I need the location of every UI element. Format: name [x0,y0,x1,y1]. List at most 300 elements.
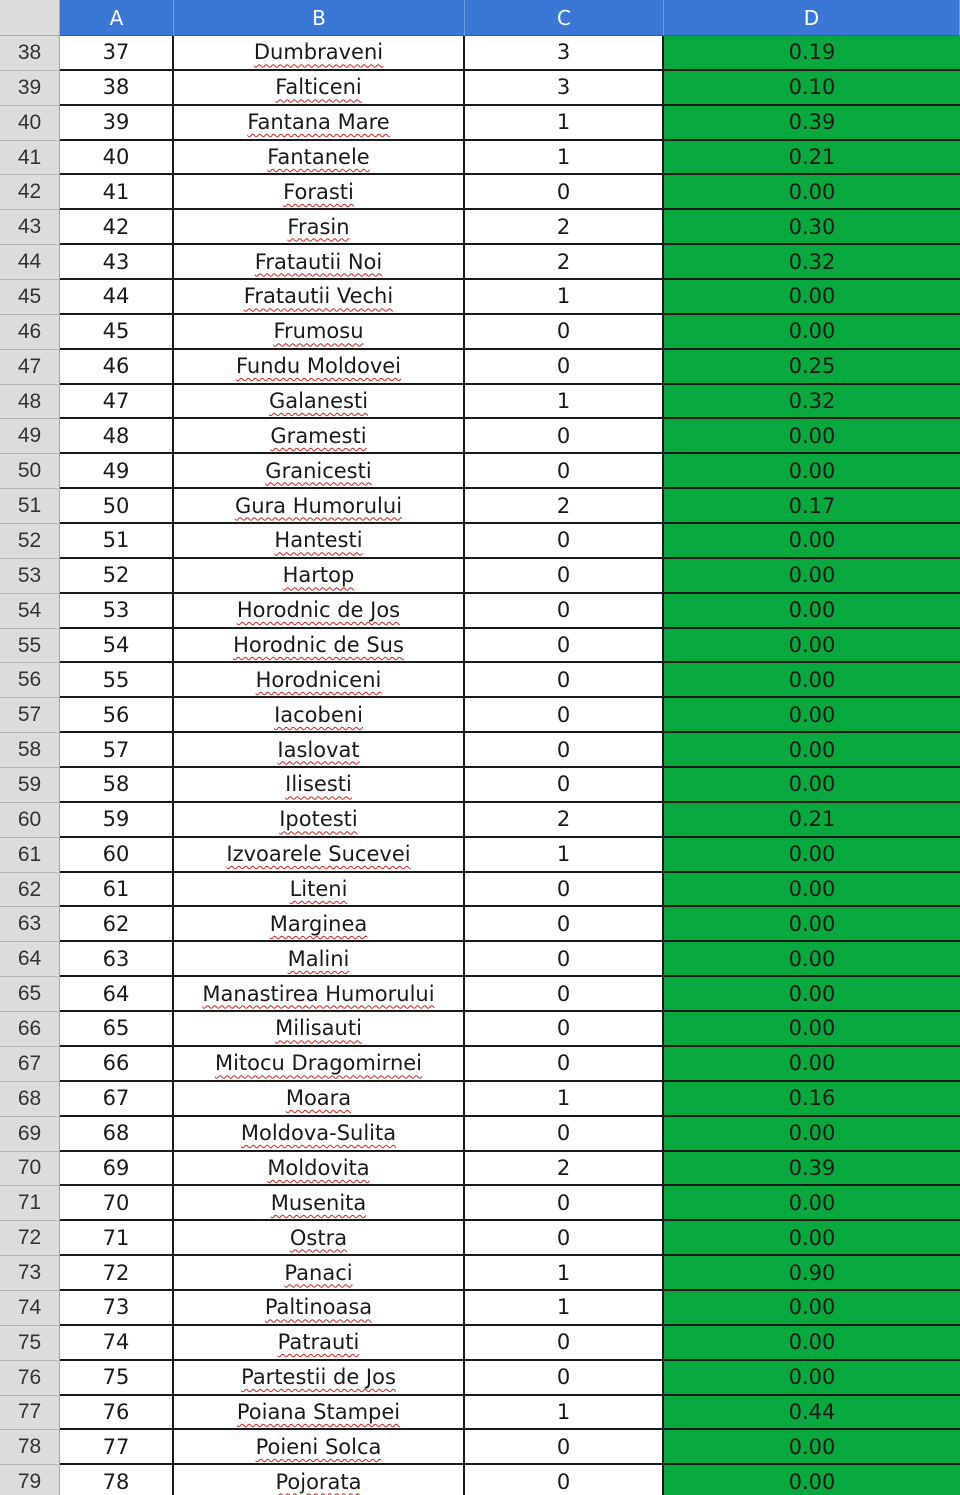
cell-a[interactable]: 77 [60,1430,174,1465]
table-row [0,594,960,629]
cell-c[interactable]: 1 [465,385,664,420]
row-header[interactable]: 73 [0,1256,60,1291]
cell-text: Marginea [269,911,368,936]
cell-text: Poiana Stampei [236,1399,401,1424]
cell-b[interactable] [174,559,465,594]
cell-b[interactable] [174,1047,465,1082]
table-row [0,350,960,385]
table-row [0,1221,960,1256]
column-header-row [0,0,960,36]
cell-text: Poieni Solca [255,1434,382,1459]
cell-b[interactable] [174,489,465,524]
cell-c[interactable]: 0 [465,454,664,489]
cell-a[interactable]: 74 [60,1326,174,1361]
cell-text: Fratautii Noi [254,249,383,274]
cell-c[interactable]: 0 [465,559,664,594]
row-header[interactable]: 41 [0,141,60,176]
row-header[interactable]: 59 [0,768,60,803]
cell-d[interactable]: 0.00 [664,1291,960,1326]
table-row [0,977,960,1012]
cell-d[interactable]: 0.00 [664,280,960,315]
table-row [0,36,960,71]
cell-text: Forasti [283,179,354,204]
cell-c[interactable]: 0 [465,873,664,908]
cell-c[interactable]: 0 [465,1117,664,1152]
cell-a[interactable]: 66 [60,1047,174,1082]
cell-a[interactable]: 37 [60,36,174,71]
cell-c[interactable]: 0 [465,419,664,454]
row-header[interactable]: 51 [0,489,60,524]
cell-b[interactable] [174,1430,465,1465]
cell-b[interactable] [174,385,465,420]
cell-b[interactable] [174,873,465,908]
cell-d[interactable]: 0.00 [664,419,960,454]
cell-b[interactable] [174,210,465,245]
cell-d[interactable]: 0.00 [664,559,960,594]
cell-b[interactable] [174,36,465,71]
cell-a[interactable]: 59 [60,803,174,838]
cell-c[interactable]: 1 [465,838,664,873]
column-header-a[interactable]: A [60,0,174,36]
row-header[interactable]: 38 [0,36,60,71]
row-header[interactable]: 65 [0,977,60,1012]
row-header[interactable]: 77 [0,1396,60,1431]
cell-b[interactable] [174,942,465,977]
cell-a[interactable]: 56 [60,698,174,733]
cell-d[interactable]: 0.00 [664,942,960,977]
table-row [0,1361,960,1396]
cell-a[interactable]: 75 [60,1361,174,1396]
cell-c[interactable]: 1 [465,1256,664,1291]
cell-b[interactable] [174,698,465,733]
cell-d[interactable]: 0.21 [664,141,960,176]
cell-a[interactable]: 39 [60,106,174,141]
cell-b[interactable] [174,454,465,489]
cell-a[interactable]: 70 [60,1186,174,1221]
cell-text: Horodnic de Jos [236,598,401,623]
cell-text: Falticeni [275,75,362,100]
cell-a[interactable]: 54 [60,629,174,664]
cell-c[interactable]: 2 [465,245,664,280]
cell-c[interactable]: 0 [465,907,664,942]
cell-c[interactable]: 0 [465,1221,664,1256]
cell-d[interactable]: 0.90 [664,1256,960,1291]
cell-b[interactable] [174,663,465,698]
row-header[interactable]: 39 [0,71,60,106]
cell-b[interactable] [174,594,465,629]
table-row [0,385,960,420]
row-header[interactable]: 71 [0,1186,60,1221]
cell-text: Ilisesti [285,772,352,797]
row-header[interactable]: 60 [0,803,60,838]
row-header[interactable]: 54 [0,594,60,629]
cell-text: Iacobeni [274,702,363,727]
cell-d[interactable]: 0.32 [664,385,960,420]
cell-a[interactable]: 55 [60,663,174,698]
cell-b[interactable] [174,71,465,106]
cell-d[interactable]: 0.21 [664,803,960,838]
cell-d[interactable]: 0.32 [664,245,960,280]
row-header[interactable]: 49 [0,419,60,454]
cell-text: Frumosu [273,319,364,344]
cell-text: Moldova-Sulita [240,1121,397,1146]
cell-d[interactable]: 0.00 [664,907,960,942]
cell-b[interactable] [174,1186,465,1221]
table-row [0,559,960,594]
cell-d[interactable]: 0.00 [664,1186,960,1221]
cell-a[interactable]: 68 [60,1117,174,1152]
table-row [0,1396,960,1431]
cell-b[interactable] [174,1221,465,1256]
row-header[interactable]: 58 [0,733,60,768]
row-header[interactable]: 43 [0,210,60,245]
cell-text: Iaslovat [277,737,360,762]
cell-b[interactable] [174,175,465,210]
cell-b[interactable] [174,803,465,838]
cell-d[interactable]: 0.39 [664,1152,960,1187]
table-row [0,1082,960,1117]
row-header[interactable]: 48 [0,385,60,420]
column-header-b[interactable]: B [174,0,465,36]
cell-text: Fantanele [267,145,370,169]
cell-d[interactable]: 0.00 [664,1047,960,1082]
cell-a[interactable]: 42 [60,210,174,245]
cell-a[interactable]: 67 [60,1082,174,1117]
cell-d[interactable]: 0.00 [664,1361,960,1396]
cell-text: Moara [285,1086,352,1111]
cell-a[interactable]: 38 [60,71,174,106]
cell-d[interactable]: 0.10 [664,71,960,106]
cell-d[interactable]: 0.00 [664,454,960,489]
cell-b[interactable] [174,1082,465,1117]
table-row [0,1326,960,1361]
cell-b[interactable] [174,350,465,385]
cell-a[interactable]: 63 [60,942,174,977]
table-row [0,698,960,733]
table-row [0,175,960,210]
row-header[interactable]: 53 [0,559,60,594]
cell-a[interactable]: 44 [60,280,174,315]
cell-d[interactable]: 0.00 [664,1221,960,1256]
row-header[interactable]: 50 [0,454,60,489]
row-header[interactable]: 64 [0,942,60,977]
cell-d[interactable]: 0.00 [664,663,960,698]
cell-text: Hantesti [274,528,363,553]
cell-text: Izvoarele Sucevei [226,842,411,867]
table-row [0,873,960,908]
cell-text: Manastirea Humorului [202,981,435,1006]
cell-a[interactable]: 72 [60,1256,174,1291]
table-row [0,629,960,664]
cell-a[interactable]: 46 [60,350,174,385]
cell-c[interactable]: 0 [465,1465,664,1495]
cell-text: Panaci [284,1260,353,1285]
cell-text: Milisauti [275,1016,362,1041]
cell-c[interactable]: 0 [465,1186,664,1221]
cell-a[interactable]: 52 [60,559,174,594]
cell-c[interactable]: 2 [465,1152,664,1187]
cell-a[interactable]: 47 [60,385,174,420]
cell-d[interactable]: 0.00 [664,1465,960,1495]
table-row [0,1012,960,1047]
table-row [0,141,960,176]
cell-c[interactable]: 3 [465,71,664,106]
cell-b[interactable] [174,280,465,315]
cell-c[interactable]: 0 [465,175,664,210]
table-row [0,1117,960,1152]
cell-d[interactable]: 0.00 [664,1012,960,1047]
cell-b[interactable] [174,1256,465,1291]
cell-a[interactable]: 65 [60,1012,174,1047]
cell-d[interactable]: 0.00 [664,733,960,768]
cell-b[interactable] [174,141,465,176]
cell-d[interactable]: 0.00 [664,1430,960,1465]
cell-a[interactable]: 64 [60,977,174,1012]
cell-c[interactable]: 0 [465,524,664,559]
cell-text: Hartop [282,563,355,588]
cell-c[interactable]: 1 [465,106,664,141]
table-row [0,942,960,977]
table-row [0,1256,960,1291]
cell-d[interactable]: 0.00 [664,629,960,664]
cell-d[interactable]: 0.00 [664,698,960,733]
cell-text: Fantana Mare [247,110,390,135]
cell-b[interactable] [174,1012,465,1047]
row-header[interactable]: 70 [0,1152,60,1187]
cell-c[interactable]: 2 [465,489,664,524]
cell-a[interactable]: 53 [60,594,174,629]
column-header-c[interactable]: C [465,0,664,36]
table-row [0,1291,960,1326]
row-header[interactable]: 66 [0,1012,60,1047]
cell-b[interactable] [174,977,465,1012]
cell-text: Frasin [287,214,350,239]
row-header[interactable]: 40 [0,106,60,141]
cell-text: Paltinoasa [264,1295,373,1320]
cell-c[interactable]: 1 [465,1291,664,1326]
row-header[interactable]: 62 [0,873,60,908]
cell-text: Fundu Moldovei [235,354,402,379]
table-row [0,489,960,524]
cell-b[interactable] [174,1117,465,1152]
cell-d[interactable]: 0.00 [664,315,960,350]
cell-d[interactable]: 0.25 [664,350,960,385]
row-header[interactable]: 44 [0,245,60,280]
cell-text: Horodnic de Sus [233,633,404,658]
cell-c[interactable]: 0 [465,315,664,350]
cell-a[interactable]: 71 [60,1221,174,1256]
row-header[interactable]: 52 [0,524,60,559]
table-row [0,280,960,315]
cell-a[interactable]: 43 [60,245,174,280]
cell-b[interactable] [174,245,465,280]
row-header[interactable]: 42 [0,175,60,210]
table-row [0,733,960,768]
table-row [0,1047,960,1082]
cell-c[interactable]: 0 [465,733,664,768]
sheet-rows [0,36,960,1495]
cell-a[interactable]: 50 [60,489,174,524]
row-header[interactable]: 46 [0,315,60,350]
cell-d[interactable]: 0.00 [664,1326,960,1361]
cell-d[interactable]: 0.00 [664,838,960,873]
row-header[interactable]: 69 [0,1117,60,1152]
cell-c[interactable]: 1 [465,141,664,176]
cell-b[interactable] [174,1152,465,1187]
cell-d[interactable]: 0.00 [664,768,960,803]
cell-text: Ipotesti [279,807,358,832]
cell-c[interactable]: 1 [465,1396,664,1431]
cell-text: Liteni [289,877,348,902]
cell-b[interactable] [174,315,465,350]
cell-d[interactable]: 0.39 [664,106,960,141]
cell-c[interactable]: 0 [465,629,664,664]
row-header[interactable]: 56 [0,663,60,698]
cell-c[interactable]: 2 [465,803,664,838]
cell-c[interactable]: 0 [465,977,664,1012]
row-header[interactable]: 75 [0,1326,60,1361]
cell-d[interactable]: 0.00 [664,175,960,210]
cell-a[interactable]: 51 [60,524,174,559]
row-header[interactable]: 67 [0,1047,60,1082]
cell-a[interactable]: 41 [60,175,174,210]
table-row [0,663,960,698]
cell-d[interactable]: 0.19 [664,36,960,71]
cell-c[interactable]: 0 [465,1012,664,1047]
table-row [0,838,960,873]
cell-c[interactable]: 0 [465,1326,664,1361]
cell-text: Malini [287,946,350,971]
cell-c[interactable]: 0 [465,663,664,698]
table-row [0,1152,960,1187]
cell-b[interactable] [174,629,465,664]
row-header[interactable]: 72 [0,1221,60,1256]
cell-b[interactable] [174,733,465,768]
table-row [0,419,960,454]
table-row [0,1430,960,1465]
cell-a[interactable]: 69 [60,1152,174,1187]
row-header[interactable]: 55 [0,629,60,664]
cell-text: Musenita [270,1190,367,1215]
table-row [0,210,960,245]
cell-b[interactable] [174,419,465,454]
cell-c[interactable]: 0 [465,768,664,803]
table-row [0,454,960,489]
cell-text: Ostra [289,1225,348,1250]
cell-text: Horodniceni [255,667,382,692]
table-row [0,106,960,141]
cell-b[interactable] [174,1396,465,1431]
cell-a[interactable]: 57 [60,733,174,768]
cell-text: Gura Humorului [234,493,403,518]
cell-text: Dumbraveni [253,40,384,65]
cell-a[interactable]: 60 [60,838,174,873]
row-header[interactable]: 63 [0,907,60,942]
cell-text: Pojorata [275,1469,362,1494]
table-row [0,907,960,942]
cell-b[interactable] [174,768,465,803]
cell-d[interactable]: 0.30 [664,210,960,245]
table-row [0,803,960,838]
cell-c[interactable]: 0 [465,594,664,629]
cell-text: Galanesti [268,389,369,414]
row-header[interactable]: 78 [0,1430,60,1465]
select-all-corner[interactable] [0,0,60,36]
cell-b[interactable] [174,1361,465,1396]
cell-c[interactable]: 1 [465,1082,664,1117]
cell-a[interactable]: 49 [60,454,174,489]
row-header[interactable]: 45 [0,280,60,315]
cell-a[interactable]: 76 [60,1396,174,1431]
cell-a[interactable]: 73 [60,1291,174,1326]
cell-b[interactable] [174,1465,465,1495]
cell-c[interactable]: 0 [465,698,664,733]
cell-c[interactable]: 0 [465,1361,664,1396]
cell-c[interactable]: 3 [465,36,664,71]
cell-c[interactable]: 1 [465,280,664,315]
row-header[interactable]: 74 [0,1291,60,1326]
column-header-d[interactable]: D [664,0,960,36]
cell-d[interactable]: 0.16 [664,1082,960,1117]
cell-text: Patrauti [277,1330,360,1355]
row-header[interactable]: 79 [0,1465,60,1495]
cell-b[interactable] [174,838,465,873]
cell-b[interactable] [174,907,465,942]
cell-text: Moldovita [267,1155,370,1180]
cell-c[interactable]: 0 [465,1047,664,1082]
cell-d[interactable]: 0.17 [664,489,960,524]
row-header[interactable]: 68 [0,1082,60,1117]
row-header[interactable]: 76 [0,1361,60,1396]
row-header[interactable]: 47 [0,350,60,385]
cell-text: Partestii de Jos [241,1365,396,1390]
table-row [0,315,960,350]
cell-c[interactable]: 0 [465,1430,664,1465]
cell-a[interactable]: 45 [60,315,174,350]
row-header[interactable]: 61 [0,838,60,873]
cell-b[interactable] [174,1291,465,1326]
cell-text: Mitocu Dragomirnei [214,1051,423,1076]
cell-a[interactable]: 48 [60,419,174,454]
row-header[interactable]: 57 [0,698,60,733]
table-row [0,524,960,559]
table-row [0,1465,960,1495]
table-row [0,1186,960,1221]
table-row [0,71,960,106]
cell-a[interactable]: 78 [60,1465,174,1495]
cell-text: Gramesti [270,423,367,448]
cell-d[interactable]: 0.00 [664,594,960,629]
cell-b[interactable] [174,106,465,141]
cell-d[interactable]: 0.44 [664,1396,960,1431]
cell-d[interactable]: 0.00 [664,1117,960,1152]
cell-text: Fratautii Vechi [243,284,394,309]
cell-c[interactable]: 0 [465,350,664,385]
cell-d[interactable]: 0.00 [664,524,960,559]
cell-b[interactable] [174,524,465,559]
cell-d[interactable]: 0.00 [664,977,960,1012]
cell-a[interactable]: 58 [60,768,174,803]
table-row [0,768,960,803]
cell-b[interactable] [174,1326,465,1361]
cell-a[interactable]: 40 [60,141,174,176]
cell-a[interactable]: 62 [60,907,174,942]
cell-c[interactable]: 0 [465,942,664,977]
cell-text: Granicesti [265,458,372,483]
cell-c[interactable]: 2 [465,210,664,245]
cell-a[interactable]: 61 [60,873,174,908]
cell-d[interactable]: 0.00 [664,873,960,908]
